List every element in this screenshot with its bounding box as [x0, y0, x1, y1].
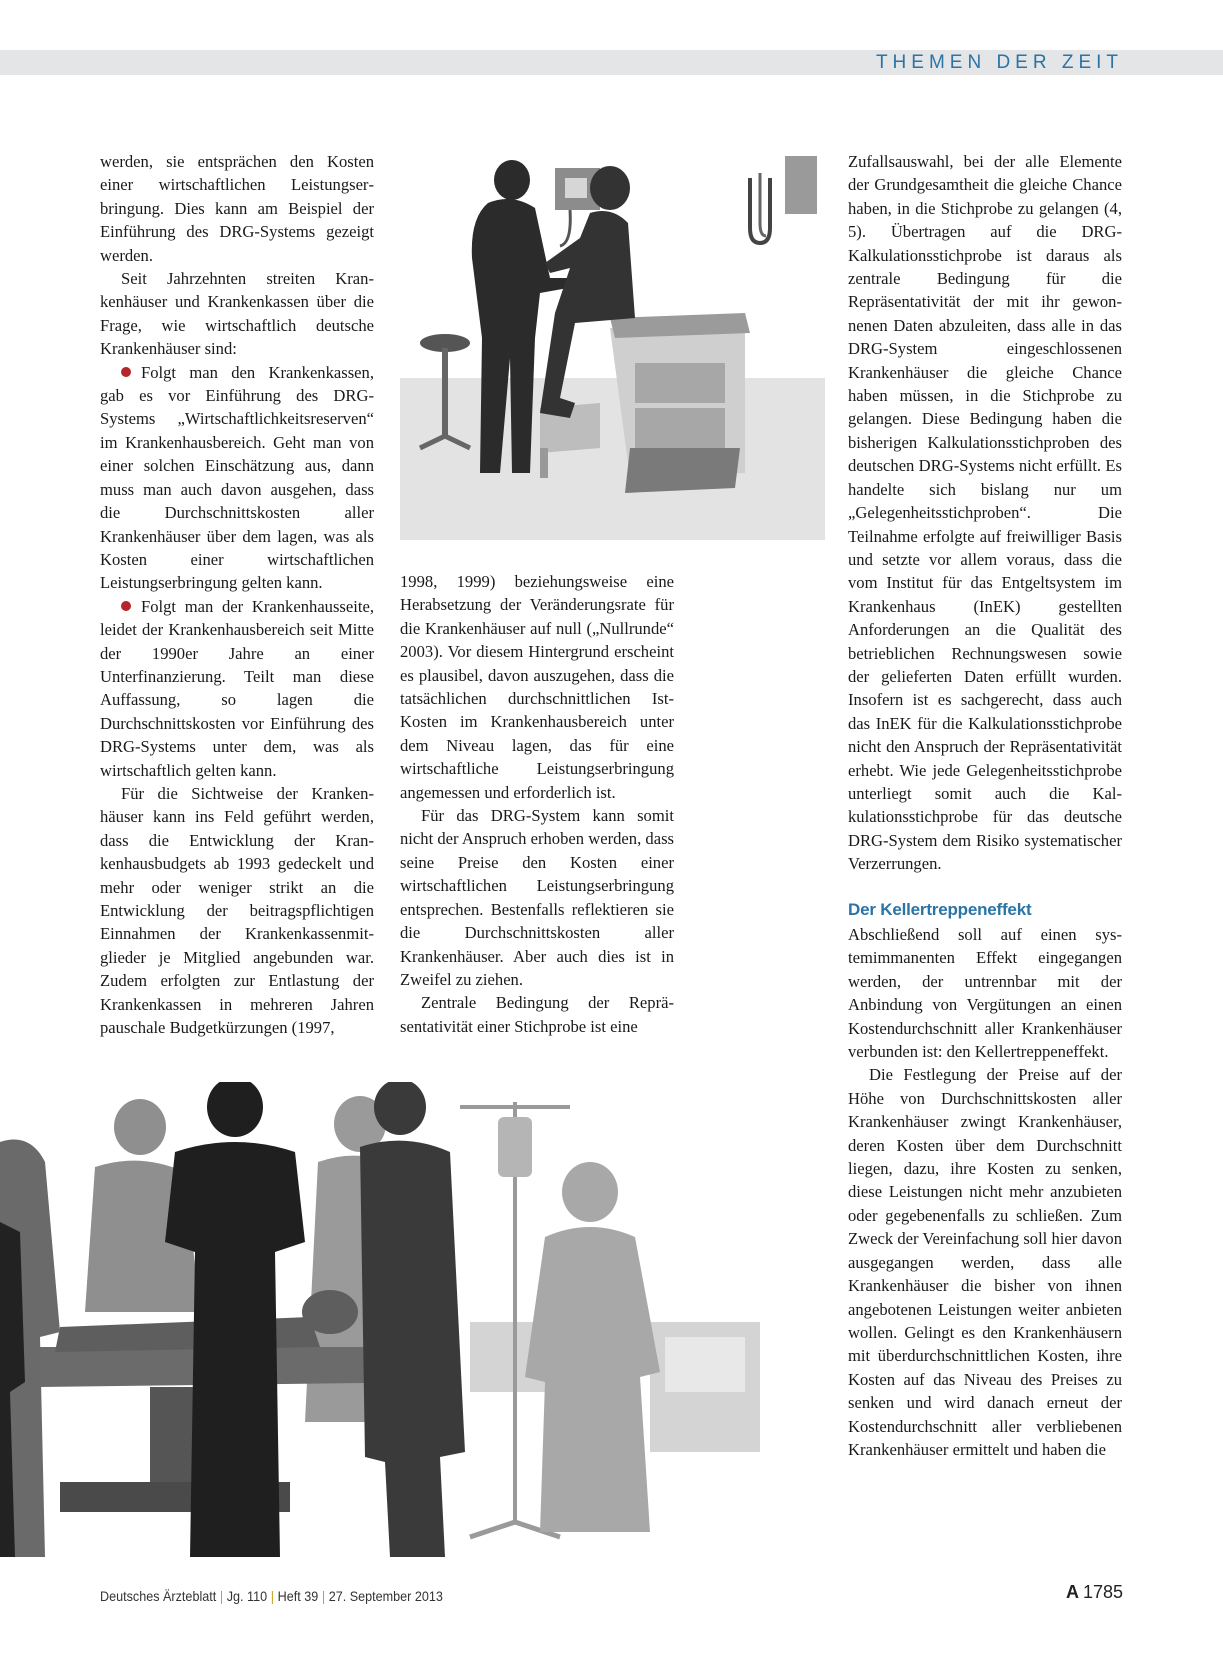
- journal-name: Deutsches Ärzteblatt: [100, 1588, 217, 1604]
- paragraph: Für das DRG-System kann somit nicht der Anspruch erhoben werden, dass seine Preise den Kosten einer wirtschaftlichen Leistungserbringung entsprechen. Bestenfalls reflektieren sie die Durchschnittskosten aller Krankenhäuser. Aber auch dies ist in Zweifel zu ziehen.: [400, 806, 674, 989]
- issue: Heft 39: [277, 1588, 319, 1604]
- surgery-team-illustration: [0, 1082, 820, 1557]
- paragraph: Zufallsauswahl, bei der alle Elemente der Grundgesamtheit die gleiche Chance haben, in die Stichprobe zu gelangen (4, 5). Übertragen auf die DRG-Kalkulationsstichprobe ist daraus als zentrale Bedingung für die Repräsentativität der mit ihr gewonnenen Daten abzuleiten, dass alle in das DRG-System eingeschlossenen Krankenhäuser die gleiche Chance haben müssen, in die Stichprobe zu gelangen. Diese Bedingung haben die bisherigen Kalkulationsstichproben des deutschen DRG-Systems nicht erfüllt. Es handelte sich bislang nur um „Gelegenheitsstichproben“. Die Teilnahme erfolgte auf freiwilliger Basis und setzte vor allem voraus, dass die vom Institut für das Entgeltsystem im Krankenhaus (InEK) gestellten Anforderungen an die Qualität des betrieblichen Rechnungswesen sowie der gelieferten Daten erfüllt wurden. Insofern ist es sachgerecht, dass auch das InEK für die Kalkulationsstichprobe nicht den Anspruch der Repräsentativität erhebt. Wie jede Gelegenheitsstichprobe unterliegt somit auch die Kalkulationsstichprobe für das deutsche DRG-System dem Risiko systematischer Verzerrungen.: [848, 152, 1122, 874]
- paragraph: Für die Sichtweise der Krankenhäuser kann ins Feld geführt werden, dass die Entwicklung der Krankenhausbudgets ab 1993 gedeckelt und mehr oder weniger strikt an die Entwicklung der beitragspflichtigen Einnahmen der Krankenkassenmitglieder je Mitglied angebunden war. Zudem erfolgten zur Entlastung der Krankenkassen in mehreren Jahren pauschale Budgetkürzungen (1997,: [100, 783, 374, 1038]
- bullet-dot-icon: [121, 367, 131, 377]
- page-number-value: 1785: [1082, 1582, 1123, 1602]
- footer-citation: [100, 1588, 443, 1604]
- separator: |: [321, 1588, 326, 1604]
- page-number: [1066, 1582, 1123, 1603]
- bullet-dot-icon: [121, 601, 131, 611]
- separator: |: [219, 1588, 224, 1604]
- bullet-item: [100, 361, 374, 595]
- paragraph: werden, sie entsprächen den Kosten einer wirtschaftlichen Leistungserbringung. Dies kann am Beispiel der Einführung des DRG-Systems gezeigt werden.: [100, 152, 374, 265]
- bullet-item: [100, 595, 374, 782]
- text-column-1: [100, 150, 374, 1039]
- exam-room-illustration: [400, 148, 825, 540]
- paragraph: Zentrale Bedingung der Repräsentativität einer Stichprobe ist eine: [400, 993, 674, 1036]
- text-column-3: [848, 150, 1122, 1461]
- bullet-text: Folgt man der Krankenhausseite, leidet der Krankenhausbereich seit Mitte der 1990er Jahre an einer Unterfinanzierung. Teilt man diese Auffassung, so lagen die Durchschnittskosten vor Einführung des DRG-Systems unter dem, was als wirtschaftlich gelten kann.: [100, 596, 374, 780]
- section-subheading: Der Kellertreppeneffekt: [848, 899, 1032, 919]
- separator: |: [270, 1588, 275, 1604]
- paragraph: Seit Jahrzehnten streiten Krankenhäuser und Krankenkassen über die Frage, wie wirtschaftlich deutsche Krankenhäuser sind:: [100, 269, 374, 359]
- page-prefix: A: [1065, 1582, 1079, 1602]
- bullet-text: Folgt man den Krankenkassen, gab es vor Einführung des DRG-Systems „Wirtschaftlichkeitsreserven“ im Krankenhausbereich. Geht man von einer solchen Einschätzung aus, dann muss man auch davon ausgehen, dass die Durchschnittskosten aller Krankenhäuser über dem lagen, was als Kosten einer wirtschaftlichen Leistungserbringung gelten kann.: [100, 362, 374, 593]
- paragraph: Die Festlegung der Preise auf der Höhe von Durchschnittskosten aller Krankenhäuser zwingt Krankenhäuser, deren Kosten über dem Durchschnitt liegen, dazu, ihre Kosten zu senken, diese Leistungen nicht mehr anzubieten oder gegebenenfalls zu schließen. Zum Zweck der Vereinfachung soll hier davon ausgegangen werden, dass alle Krankenhäuser die bisher von ihnen angebotenen Leistungen weiter anbieten wollen. Gelingt es den Krankenhäusern mit überdurchschnittlichen Kosten, ihre Kosten auf das Niveau des Preises zu senken und wird danach erneut der Kostendurchschnitt aller verbliebenen Krankenhäuser ermittelt und haben die: [848, 1065, 1122, 1459]
- section-label: THEMEN DER ZEIT: [875, 52, 1123, 73]
- issue-date: 27. September 2013: [328, 1588, 443, 1604]
- paragraph: Abschließend soll auf einen systemimmanenten Effekt eingegangen werden, der untrennbar mit der Anbindung von Vergütungen an einen Kostendurchschnitt aller Krankenhäuser verbunden ist: den Kellertreppeneffekt.: [848, 925, 1122, 1062]
- text-column-2: [400, 570, 674, 1038]
- paragraph: 1998, 1999) beziehungsweise eine Herabsetzung der Veränderungsrate für die Krankenhäuser auf null („Nullrunde“ 2003). Vor diesem Hintergrund erscheint es plausibel, davon auszugehen, dass die tatsächlichen durchschnittlichen Ist-Kosten im Krankenhausbereich unter dem Niveau lagen, das für eine wirtschaftliche Leistungserbringung angemessen und erforderlich ist.: [400, 572, 674, 802]
- volume: Jg. 110: [226, 1588, 268, 1604]
